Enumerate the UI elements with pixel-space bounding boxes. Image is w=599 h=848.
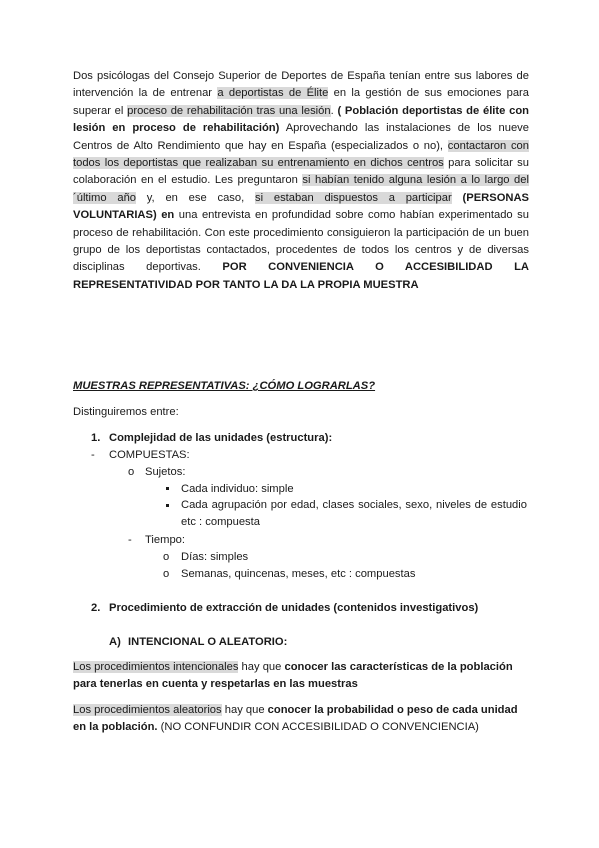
highlighted-text: contactaron con todos los deportistas que realizaban su entrenamiento en dichos centros (73, 139, 530, 170)
bold-text: conocer las características de la población para tenerlas en cuenta y respetarlas en las muestras (73, 661, 513, 691)
text-segment: y, en ese caso, (136, 191, 255, 204)
circle-marker: o (163, 568, 170, 580)
list-item-sujetos: Sujetos: (145, 466, 186, 478)
text-segment: para solicitar su colaboración en el estudio. Les preguntaron (73, 157, 529, 187)
text-segment: hay que (238, 661, 285, 673)
square-bullet-icon (166, 504, 169, 507)
list-number-1: 1. (91, 432, 101, 444)
list-item-dias: Días: simples (181, 551, 249, 563)
case-study-paragraph (73, 68, 529, 294)
dash-marker: - (128, 534, 132, 546)
square-bullet-icon (166, 487, 169, 490)
circle-marker: o (128, 466, 135, 478)
list-item-tiempo: Tiempo: (145, 534, 185, 546)
highlighted-text: proceso de rehabilitación tras una lesión (127, 104, 331, 117)
text-segment: una entrevista en profundidad sobre como habían experimentado su proceso de rehabilitación. Con este procedimiento consiguieron la participación de un buen grupo de los deportistas contactados, procedentes de todos los centros y de diversas disciplinas deportivas. (73, 209, 529, 274)
text-segment: en la gestión de sus emociones para superar el (73, 87, 530, 117)
text-segment (452, 192, 463, 204)
list-item-complejidad: Complejidad de las unidades (estructura): (109, 432, 333, 444)
text-segment: Aprovechando las instalaciones de los nueve Centros de Alto Rendimiento que hay en España (especializados o no), (73, 122, 529, 152)
text-segment: . (330, 104, 338, 117)
sub-item-intencional: INTENCIONAL O ALEATORIO: (128, 636, 288, 648)
circle-marker: o (163, 551, 170, 563)
list-item-compuestas: COMPUESTAS: (109, 449, 190, 461)
text-segment: Dos psicólogas del Consejo Superior de Deportes de España tenían entre sus labores de intervención la de entrenar (73, 70, 529, 100)
highlighted-text: Los procedimientos aleatorios (73, 704, 222, 716)
text-segment: hay que (221, 704, 268, 716)
list-item-semanas: Semanas, quincenas, meses, etc : compuestas (181, 568, 416, 580)
list-number-2: 2. (91, 602, 101, 614)
list-item-procedimiento: Procedimiento de extracción de unidades (contenidos investigativos) (109, 602, 479, 614)
text-segment: (NO CONFUNDIR CON ACCESIBILIDAD O CONVENCIENCIA) (157, 721, 479, 734)
highlighted-text: Los procedimientos intencionales (73, 661, 239, 673)
bold-text: ( Población deportistas de élite con lesión en proceso de rehabilitación) (73, 104, 530, 135)
bold-text: POR CONVENIENCIA O ACCESIBILIDAD LA REPRESENTATIVIDAD POR TANTO LA DA LA PROPIA MUESTRA (73, 261, 529, 291)
sub-number-a: A) (109, 636, 121, 648)
highlighted-text: a deportistas de Élite (217, 87, 329, 100)
list-item-agrupacion: Cada agrupación por edad, clases sociales, sexo, niveles de estudio etc : compuesta (181, 499, 527, 528)
dash-marker: - (91, 449, 95, 461)
highlighted-text: si estaban dispuestos a participar (255, 191, 452, 204)
bold-text: (PERSONAS VOLUNTARIAS) en (73, 191, 530, 222)
bold-text: conocer la probabilidad o peso de cada unidad en la población. (73, 704, 518, 734)
intencionales-paragraph (73, 659, 529, 694)
section-heading: MUESTRAS REPRESENTATIVAS: ¿CÓMO LOGRARLAS? (73, 380, 376, 392)
intro-text: Distinguiremos entre: (73, 406, 179, 418)
highlighted-text: si habían tenido alguna lesión a lo largo del ´último año (73, 174, 529, 204)
aleatorios-paragraph (73, 702, 529, 737)
list-item-individuo: Cada individuo: simple (181, 483, 294, 495)
